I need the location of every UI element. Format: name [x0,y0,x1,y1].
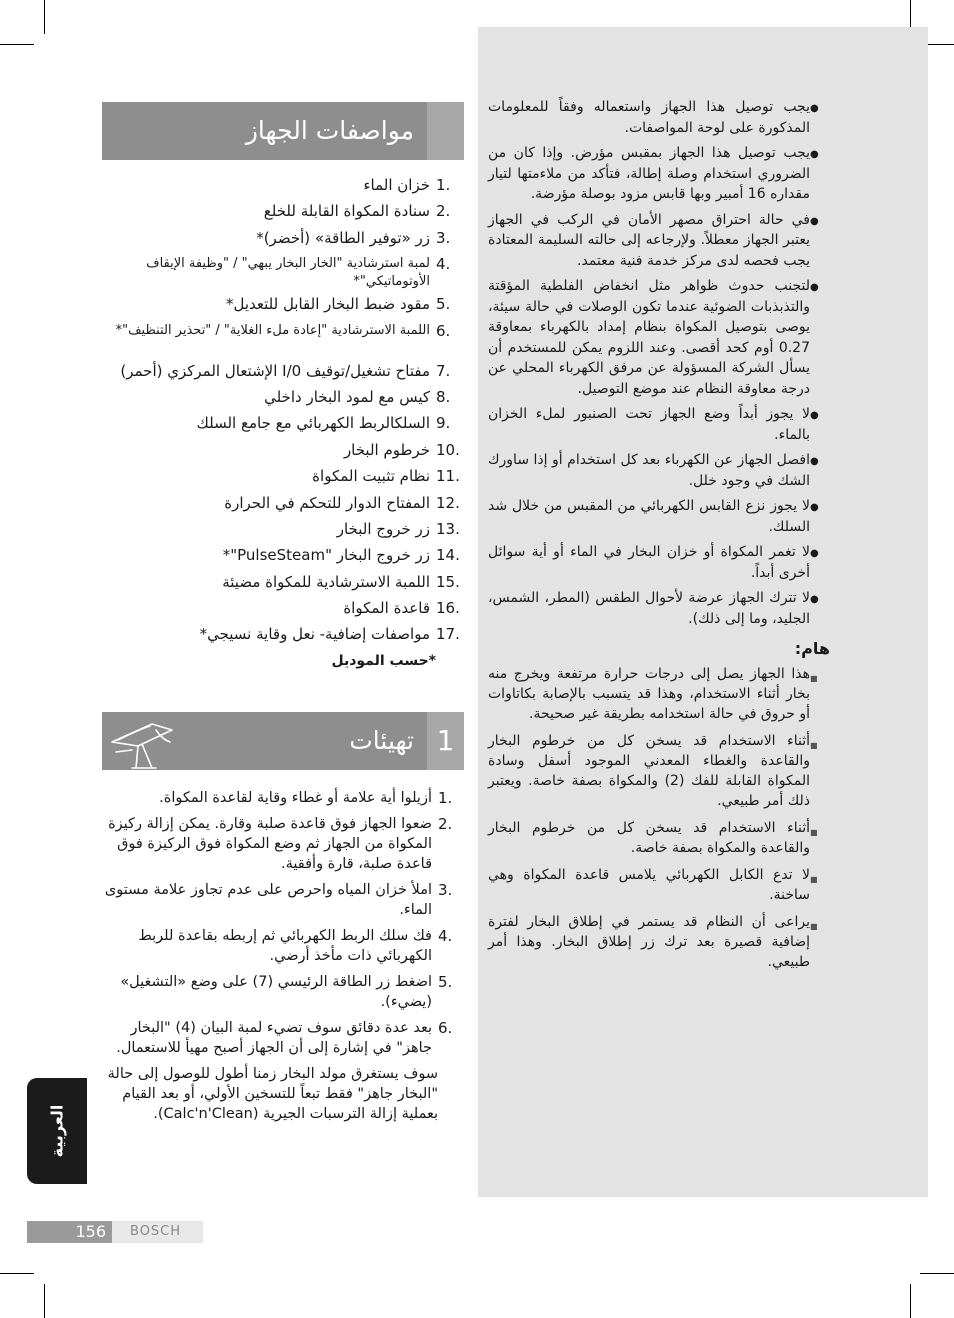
list-item: 1. أزيلوا أية علامة أو غطاء وقاية لقاعدة المكواة. [159,789,453,807]
crop-mark [0,44,34,45]
list-item: 11. نظام تثبيت المكواة [312,467,460,486]
list-item: 8. كيس مع لمود البخار داخلي [264,387,451,406]
list-item: 15. اللمبة الاسترشادية للمكواة مضيئة [222,572,460,591]
list-item: 9. السلكالربط الكهربائي مع جامع السلك [196,414,451,433]
list-item: ● لتجنب حدوث ظواهر مثل انخفاض الفلطية المؤقتة والتذبذبات الضوئية عندما تكون الوصلات في حالة سيئة، يوصى بتوصيل المكواة بنظام إمداد بالكهرباء بمعاوقة 0.27 أوم كحد أقصى. وعند اللزوم يمكن للمستخدم أن يسأل الشركة المسؤولة عن مرفق الكهرباء المحلي عن درجة معاوقة النظام عند موضع التوصيل. [488,278,819,397]
page-number: 156 [27,1221,112,1243]
page-footer [27,1221,203,1243]
list-item: 5. اضغط زر الطاقة الرئيسي (7) على وضع «التشغيل» (يضيء). [120,973,453,1010]
list-item: 1. خزان الماء [363,176,451,194]
list-item: 10. خرطوم البخار [343,440,460,459]
parts-list [102,176,462,670]
list-item: 4. لمبة استرشادية "الخار البخار يبهي" / "وظيفة الإيقاف الأوتوماتيكي"* [146,255,451,290]
safety-text [488,97,830,979]
list-item: 5. مقود ضبط البخار القابل للتعديل* [225,295,451,314]
important-title: هام: [794,639,830,658]
features-title: مواصفات الجهاز [245,116,414,145]
list-item: ● لا يجوز أبداً وضع الجهاز تحت الصنبور لملء الخزان بالماء. [488,406,819,443]
crop-mark [44,0,45,34]
list-item: 17. مواصفات إضافية- نعل وقاية نسيجي* [199,625,460,644]
list-item: ● لا تترك الجهاز عرضة لأحوال الطقس (المطر، الشمس، الجليد، وما إلى ذلك). [488,590,819,627]
list-item: 7. مفتاح تشغيل/توقيف I/0 الإشتعال المركزي (أحمر) [120,361,451,380]
list-item: 4. فك سلك الربط الكهربائي ثم إربطه بقاعدة للربط الكهربائي ذات مأخذ أرضي. [138,927,453,964]
crop-mark [44,1284,45,1318]
list-item: ● يجب توصيل هذا الجهاز بمقبس مؤرض. وإذا كان من الضروري استخدام وصلة إطالة، فتأكد من ملاءمتها لتيار مقداره 16 أمبير وبها قابس مزود بوصلة مؤرضة. [488,145,819,202]
features-header-tab [427,102,464,160]
language-label: العربية [47,1104,67,1158]
list-item: 6. بعد عدة دقائق سوف تضيء لمبة البيان (4) "البخار جاهز" في إشارة إلى أن الجهاز أصبح مهيأ للاستعمال. [116,1019,453,1056]
steam-iron-icon [108,716,178,772]
brand-name: BOSCH [112,1221,203,1243]
list-item: ■ لا تدع الكابل الكهربائي يلامس قاعدة المكواة وهي ساخنة. [488,867,818,903]
list-item: ● لا يجوز نزع القابس الكهربائي من المقبس من خلال شد السلك. [488,498,819,535]
crop-mark [910,1284,911,1318]
features-header [102,102,464,160]
list-item: ● يجب توصيل هذا الجهاز واستعماله وفقاً للمعلومات المذكورة على لوحة المواصفات. [488,99,819,136]
list-item: ■ يراعى أن النظام قد يستمر في إطلاق البخار لفترة إضافية قصيرة بعد ترك زر إطلاق البخار. وهذا أمر طبيعي. [488,914,818,970]
list-item: 13. زر خروج البخار [336,519,460,538]
prep-steps [102,788,464,1124]
list-item: ● في حالة احتراق مصهر الأمان في الركب في الجهاز يعتبر الجهاز معطلاً. ولإرجاعه إلى حالته السليمة المعتادة يجب فحصه لدى مركز خدمة فنية معتمد. [488,211,819,269]
list-item: 6. اللمبة الاسترشادية "إعادة ملء الغلاية" / "تحذير التنظيف"* [115,321,451,340]
list-item: 2. سنادة المكواة القابلة للخلع [263,202,451,221]
model-note: *حسب الموديل [331,652,436,669]
list-item: 14. زر خروج البخار "PulseSteam"* [222,546,460,565]
list-item: ● لا تغمر المكواة أو خزان البخار في الماء أو أية سوائل أخرى أبداً. [488,544,819,581]
list-item: 12. المفتاح الدوار للتحكم في الحرارة [224,493,460,512]
list-item: 16. قاعدة المكواة [343,599,460,618]
list-item: 3. املأ خزان المياه واحرص على عدم تجاوز علامة مستوى الماء. [104,881,453,918]
list-item: ● افصل الجهاز عن الكهرباء بعد كل استخدام أو إذا ساورك الشك في وجود خلل. [488,452,819,489]
list-item: ■ هذا الجهاز يصل إلى درجات حرارة مرتفعة ويخرج منه بخار أثناء الاستخدام، وهذا قد يتسبب بالإصابة بكاتاوات أو حروق في حالة استخدامه بطريقة غير صحيحة. [488,666,818,722]
language-tab [27,1078,87,1184]
crop-mark [920,1273,954,1274]
list-item: 2. ضعوا الجهاز فوق قاعدة صلبة وقارة. يمكن إزالة ركيزة المكواة من الجهاز ثم وضع المكواة فوق الركيزة فوق قاعدة صلبة، قارة وأفقية. [108,815,453,872]
section-number: 1 [427,712,464,770]
list-item: ■ أثناء الاستخدام قد يسخن كل من خرطوم البخار والقاعدة والغطاء المعدني الموجود أسفل وسادة المكواة القابلة للفك (2) والمكواة بصفة خاصة. ويعتبر ذلك أمر طبيعي. [488,733,818,809]
prep-extra-note: سوف يستغرق مولد البخار زمنا أطول للوصول إلى حالة "البخار جاهز" فقط تبعاً للتسخين الأولي، أو بعد القيام بعملية إزالة الترسبات الجيرية (Calc'n'Clean). [107,1066,438,1122]
crop-mark [0,1273,34,1274]
prep-title: تهيئات [349,726,414,755]
list-item: ■ أثناء الاستخدام قد يسخن كل من خرطوم البخار والقاعدة والمكواة بصفة خاصة. [488,820,818,856]
list-item: 3. زر «توفير الطاقة» (أخضر)* [256,228,451,247]
prep-header [102,712,464,770]
